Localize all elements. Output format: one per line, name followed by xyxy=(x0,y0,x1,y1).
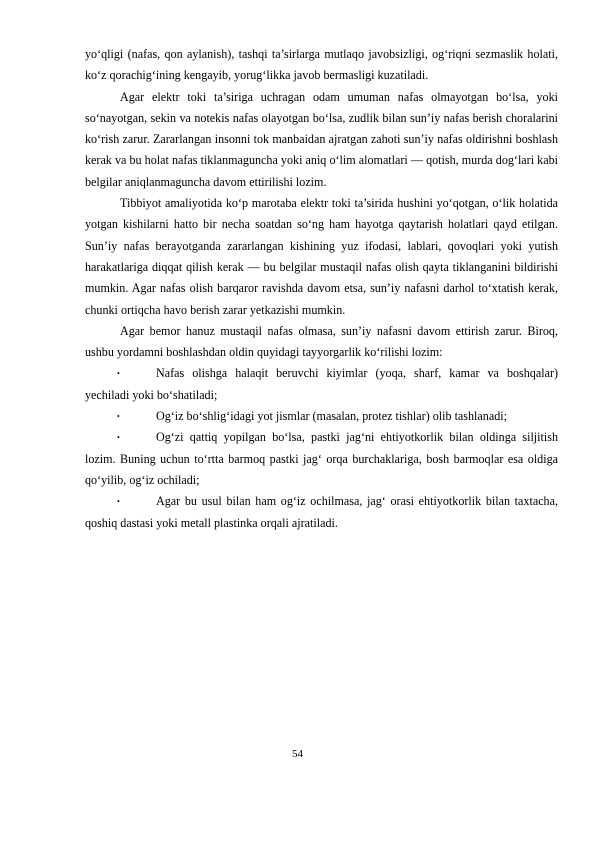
paragraph-continuation: yo‘qligi (nafas, qon aylanish), tashqi ta’sirlarga mutlaqo javobsizligi, og‘riqni sezmaslik holati, ko‘z qorachig‘ining kengayib, yorug‘likka javob bermasligi kuzatiladi. xyxy=(85,47,558,83)
paragraph-medical-practice: Tibbiyot amaliyotida ko‘p marotaba elektr toki ta’sirida hushini yo‘qotgan, o‘lik holatida yotgan kishilarni hatto bir necha soatdan so‘ng ham hayotga qaytarish holatlari qayd etilgan. Sun’iy nafas berayotganda zararlangan kishining yuz ifodasi, lablari, qovoqlari yoki yutish harakatlariga diqqat qilish kerak — bu belgilar mustaqil nafas olish qayta tiklanganini bildirishi mumkin. Agar nafas olish barqaror ravishda davom etsa, sun’iy nafasni darhol to‘xtatish kerak, chunki ortiqcha havo berish zarar yetkazishi mumkin. xyxy=(85,196,558,317)
bullet-item-clothing xyxy=(85,363,558,406)
bullet-icon: • xyxy=(117,433,120,443)
bullet-text: Agar bu usul bilan ham og‘iz ochilmasa, jag‘ orasi ehtiyotkorlik bilan taxtacha, qoshiq dastasi yoki metall plastinka orqali ajratiladi. xyxy=(85,494,558,530)
bullet-text: Og‘iz bo‘shlig‘idagi yot jismlar (masalan, protez tishlar) olib tashlanadi; xyxy=(156,409,507,424)
body-text xyxy=(85,44,558,534)
paragraph-preparation: Agar bemor hanuz mustaqil nafas olmasa, sun’iy nafasni davom ettirish zarur. Biroq, ushbu yordamni boshlashdan oldin quyidagi tayyorgarlik ko‘rilishi lozim: xyxy=(85,323,558,360)
bullet-item-foreign-bodies xyxy=(85,406,558,427)
page-number: 54 xyxy=(292,748,303,760)
paragraph-artificial-respiration: Agar elektr toki ta’siriga uchragan odam umuman nafas olmayotgan bo‘lsa, yoki so‘nayotgan, sekin va notekis nafas olayotgan bo‘lsa, zudlik bilan sun’iy nafas berish choralarini ko‘rish zarur. Zararlangan insonni tok manbaidan ajratgan zahoti sun’iy nafas oldirishni boshlash kerak va bu holat nafas tiklanmaguncha yoki aniq o‘lim alomatlari — qotish, murda dog‘lari kabi belgilar aniqlanmaguncha davom ettirilishi lozim. xyxy=(85,89,558,189)
bullet-item-jaw xyxy=(85,427,558,491)
bullet-icon: • xyxy=(117,369,120,379)
bullet-icon: • xyxy=(117,412,120,422)
bullet-text: Nafas olishga halaqit beruvchi kiyimlar (yoqa, sharf, kamar va boshqalar) yechiladi yoki bo‘shatiladi; xyxy=(85,366,558,402)
bullet-icon: • xyxy=(117,497,120,507)
bullet-text: Og‘zi qattiq yopilgan bo‘lsa, pastki jag‘ni ehtiyotkorlik bilan oldinga siljitish lozim. Buning uchun to‘rtta barmoq pastki jag‘ orqa burchaklariga, bosh barmoqlar esa oldiga qo‘yilib, og‘iz ochiladi; xyxy=(85,430,558,487)
bullet-item-jaw-separation xyxy=(85,491,558,534)
